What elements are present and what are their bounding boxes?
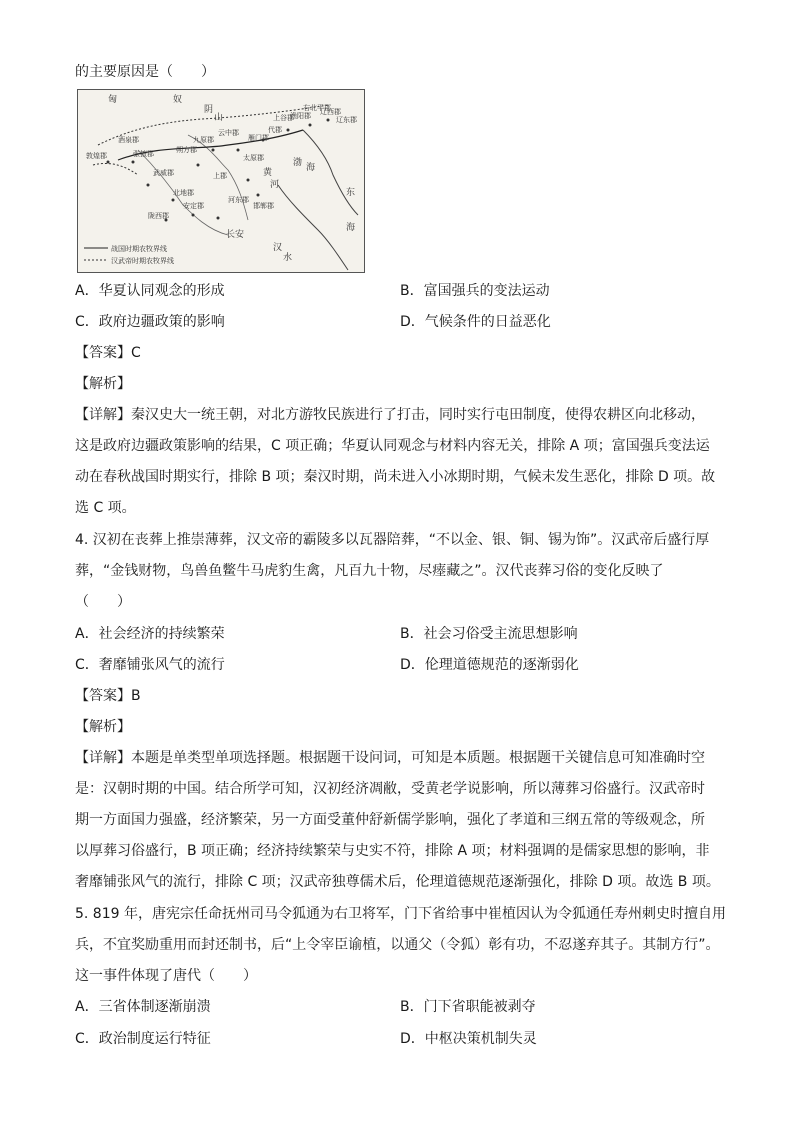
map-label: 阴 bbox=[204, 105, 214, 115]
map-label: 酒泉郡 bbox=[118, 136, 139, 144]
q5-option-a[interactable]: A．三省体制逐渐崩溃 bbox=[75, 999, 211, 1015]
history-map bbox=[77, 89, 365, 273]
map-label: 辽西郡 bbox=[320, 108, 341, 116]
q5-stem-line: 5. 819 年，唐宪宗任命抚州司马令狐通为右卫将军，门下省给事中崔植因认为令狐通任寿州刺史时擅自用 bbox=[75, 906, 726, 922]
map-label: 北地郡 bbox=[173, 189, 194, 197]
q3-analysis-title: 【解析】 bbox=[75, 376, 131, 392]
q5-stem-line: 这一事件体现了唐代（ ） bbox=[75, 968, 257, 984]
q4-detail-line: 是：汉朝时期的中国。结合所学可知，汉初经济凋敝，受黄老学说影响，所以薄葬习俗盛行。汉武帝时 bbox=[75, 781, 705, 797]
q3-detail-line: 动在春秋战国时期实行，排除 B 项；秦汉时期，尚未进入小冰期时期，气候未发生恶化，排除 D 项。故 bbox=[75, 469, 716, 485]
map-label: 辽东郡 bbox=[336, 116, 357, 124]
map-label: 东 bbox=[346, 188, 356, 198]
q3-detail-line: 选 C 项。 bbox=[75, 500, 136, 516]
map-label: 黄 bbox=[263, 168, 273, 178]
q4-stem-line: 4. 汉初在丧葬上推崇薄葬，汉文帝的霸陵多以瓦器陪葬，“不以金、银、铜、锡为饰”。汉武帝后盛行厚 bbox=[75, 532, 710, 548]
map-label: 海 bbox=[346, 223, 356, 233]
q5-option-c[interactable]: C．政治制度运行特征 bbox=[75, 1031, 211, 1047]
map-label: 雁门郡 bbox=[248, 134, 269, 142]
q4-option-c[interactable]: C．奢靡铺张风气的流行 bbox=[75, 657, 225, 673]
map-label: 渔阳郡 bbox=[290, 112, 311, 120]
map-label: 长安 bbox=[226, 230, 245, 240]
map-label: 太原郡 bbox=[243, 154, 264, 162]
q4-stem-line: 葬，“金钱财物，鸟兽鱼鳖牛马虎豹生禽，凡百九十物，尽瘗藏之”。汉代丧葬习俗的变化反映了 bbox=[75, 563, 664, 579]
q4-detail-line: 期一方面国力强盛，经济繁荣，另一方面受董仲舒新儒学影响，强化了孝道和三纲五常的等级观念，所 bbox=[75, 812, 705, 828]
q4-analysis-title: 【解析】 bbox=[75, 719, 131, 735]
q4-option-a[interactable]: A．社会经济的持续繁荣 bbox=[75, 626, 225, 642]
q3-option-b[interactable]: B．富国强兵的变法运动 bbox=[400, 283, 550, 299]
map-label: 九原郡 bbox=[193, 136, 214, 144]
q4-option-b[interactable]: B．社会习俗受主流思想影响 bbox=[400, 626, 578, 642]
map-label: 奴 bbox=[173, 95, 183, 105]
map-label: 水 bbox=[283, 253, 293, 263]
map-label: 渤 bbox=[293, 158, 303, 168]
q5-stem-line: 兵，不宜奖励重用而封还制书，后“上令宰臣谕植，以通父（令狐）彰有功，不忍遂弃其子。其制方行”。 bbox=[75, 937, 720, 953]
q4-detail-line: 奢靡铺张风气的流行，排除 C 项；汉武帝独尊儒术后，伦理道德规范逐渐强化，排除 D 项。故选 B 项。 bbox=[75, 874, 720, 890]
q4-option-d[interactable]: D．伦理道德规范的逐渐弱化 bbox=[400, 657, 579, 673]
map-label: 安定郡 bbox=[183, 202, 204, 210]
map-label: 陇西郡 bbox=[148, 212, 169, 220]
map-label: 邯郸郡 bbox=[253, 202, 274, 210]
map-label: 匈 bbox=[108, 95, 118, 105]
map-label: 武威郡 bbox=[153, 169, 174, 177]
q3-option-c[interactable]: C．政府边疆政策的影响 bbox=[75, 314, 225, 330]
q4-detail-line: 【详解】本题是单类型单项选择题。根据题干设问词，可知是本质题。根据题干关键信息可知准确时空 bbox=[75, 750, 705, 766]
map-label: 代郡 bbox=[268, 126, 282, 134]
map-label: 上郡 bbox=[213, 172, 227, 180]
map-label: 朔方郡 bbox=[176, 146, 197, 154]
map-label: 河东郡 bbox=[228, 196, 249, 204]
q3-detail-line: 这是政府边疆政策影响的结果，C 项正确；华夏认同观念与材料内容无关，排除 A 项；富国强兵变法运 bbox=[75, 438, 710, 454]
q4-stem-line: （ ） bbox=[75, 594, 131, 610]
q3-detail-line: 【详解】秦汉史大一统王朝，对北方游牧民族进行了打击，同时实行屯田制度，使得农耕区向北移动， bbox=[75, 407, 705, 423]
map-label: 河 bbox=[270, 180, 280, 190]
q4-detail-line: 以厚葬习俗盛行，B 项正确；经济持续繁荣与史实不符，排除 A 项；材料强调的是儒家思想的影响，非 bbox=[75, 843, 710, 859]
q5-option-d[interactable]: D．中枢决策机制失灵 bbox=[400, 1031, 537, 1047]
q5-option-b[interactable]: B．门下省职能被剥夺 bbox=[400, 999, 536, 1015]
map-label: 汉 bbox=[273, 243, 283, 253]
map-label: 敦煌郡 bbox=[86, 152, 107, 160]
q3-option-d[interactable]: D．气候条件的日益恶化 bbox=[400, 314, 551, 330]
q3-answer: 【答案】C bbox=[75, 345, 141, 361]
legend-han-wudi: 汉武帝时期农牧界线 bbox=[111, 257, 174, 265]
legend-warring-states: 战国时期农牧界线 bbox=[111, 245, 167, 253]
map-label: 右北平郡 bbox=[303, 104, 331, 112]
q4-answer: 【答案】B bbox=[75, 688, 141, 704]
q3-option-a[interactable]: A．华夏认同观念的形成 bbox=[75, 283, 225, 299]
map-label: 上谷郡 bbox=[273, 114, 294, 122]
map-label: 张掖郡 bbox=[133, 150, 154, 158]
map-label: 云中郡 bbox=[218, 129, 239, 137]
map-label: 海 bbox=[306, 163, 316, 173]
map-label: 山 bbox=[214, 113, 224, 123]
q3-stem-tail: 的主要原因是（ ） bbox=[75, 64, 215, 80]
